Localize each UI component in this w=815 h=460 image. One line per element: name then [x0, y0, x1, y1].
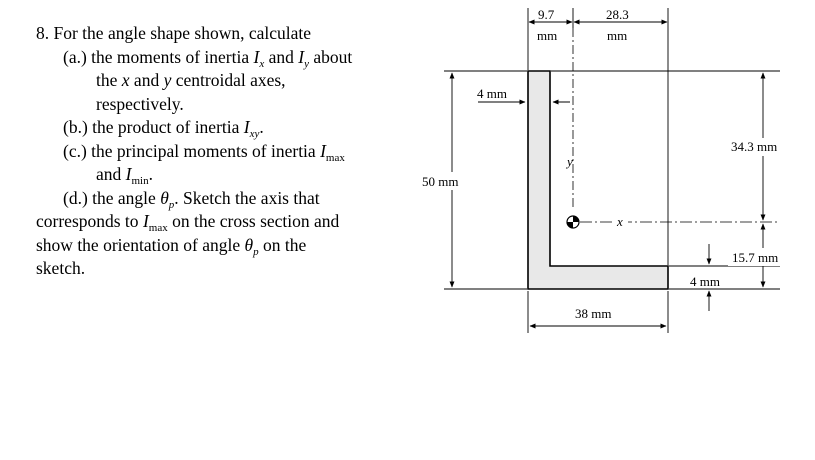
dim-label-15-7: 15.7 mm — [732, 250, 779, 265]
part-b: (b.) the product of inertia $I_{xy}$. — [63, 117, 264, 140]
part-d-line4: sketch. — [36, 258, 86, 278]
y-axis-label: y — [567, 154, 573, 169]
dim-label-flange-4: 4 mm — [690, 274, 720, 289]
dim-label-50: 50 mm — [422, 174, 459, 189]
part-a: (a.) the moments of inertia $I_x$ and $I_y$ about — [63, 46, 353, 70]
dim-label-web-4: 4 mm — [477, 86, 507, 101]
dim-unit-28-3: mm — [607, 28, 628, 43]
dim-label-34-3: 34.3 mm — [731, 139, 778, 154]
dim-label-38: 38 mm — [575, 306, 612, 321]
part-c: (c.) the principal moments of inertia $I_{max}$ — [63, 140, 345, 164]
problem-stem: 8. For the angle shape shown, calculate — [36, 23, 312, 43]
part-a-line3: respectively. — [96, 93, 184, 114]
part-c-line2: and $I_{min}$. — [96, 164, 153, 187]
x-axis-label: x — [617, 214, 623, 229]
part-d-line3: show the orientation of angle $\theta_p$ on the — [36, 234, 307, 258]
dim-label-28-3: 28.3 — [606, 7, 629, 22]
part-d: (d.) the angle $\theta_p$. Sketch the axis that — [63, 187, 320, 211]
angle-cross-section — [528, 71, 668, 289]
part-a-line2: the x and y centroidal axes, — [96, 70, 286, 90]
part-d-line2: corresponds to $I_{max}$ on the cross section and — [36, 211, 340, 234]
centroid-marker — [567, 216, 579, 228]
dim-unit-9-7: mm — [537, 28, 558, 43]
dim-label-9-7: 9.7 — [538, 7, 555, 22]
